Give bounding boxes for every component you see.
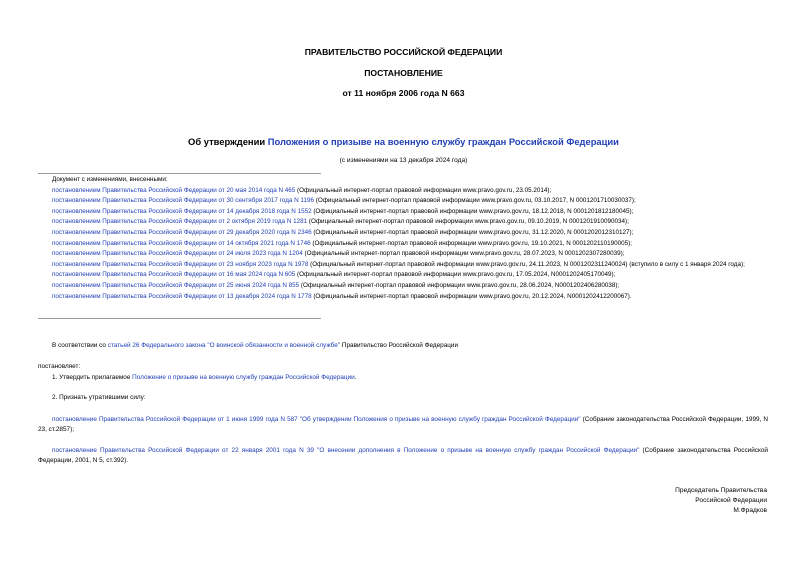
amendments-list [52,175,764,302]
title-prefix: Об утверждении [188,136,268,147]
amendments-heading: Документ с изменениями, внесенными: [52,176,168,183]
regulation-link[interactable]: Положение о призыве на военную службу граждан Российской Федерации [132,374,355,381]
repealed-link-1[interactable]: постановление Правительства Российской Федерации от 1 июня 1999 года N 587 "Об утверждении Положения о призыве на военную службу граждан Российской Федерации" [52,416,581,423]
amendment-item [52,270,764,281]
amendment-source: (Официальный интернет-портал правовой информации www.pravo.gov.ru, 18.12.2018, N 0001201812180045); [311,207,634,215]
repealed-item-1 [38,415,768,434]
preamble-suffix: Правительство Российской Федерации [340,342,459,349]
amendment-item [52,292,764,303]
revision-note: (с изменениями на 13 декабря 2024 года) [339,157,468,164]
amendment-link[interactable]: постановлением Правительства Российской Федерации от 20 мая 2014 года N 465 [52,186,296,194]
decision-word: постановляет: [38,363,81,370]
point-1-suffix: . [354,374,357,381]
document-type: ПОСТАНОВЛЕНИЕ [364,68,443,78]
repealed-source-1: (Собрание законодательства Российской Федерации, 1999, N 23, ст.2857); [38,416,769,433]
amendment-link[interactable]: постановлением Правительства Российской Федерации от 24 июля 2023 года N 1204 [52,250,303,258]
point-2: 2. Признать утратившими силу: [52,394,146,401]
issuing-authority: ПРАВИТЕЛЬСТВО РОССИЙСКОЙ ФЕДЕРАЦИИ [304,47,503,57]
amendment-link[interactable]: постановлением Правительства Российской Федерации от 29 декабря 2020 года N 2346 [52,228,312,236]
amendment-source: (Официальный интернет-портал правовой информации www.pravo.gov.ru, 23.05.2014); [295,186,552,194]
amendment-item [52,186,764,197]
amendment-item [52,196,764,207]
amendment-link[interactable]: постановлением Правительства Российской Федерации от 25 июня 2024 года N 855 [52,281,300,289]
point-1-prefix: 1. Утвердить прилагаемое [52,374,133,381]
divider-top [38,173,321,174]
amendment-source: (Официальный интернет-портал правовой информации www.pravo.gov.ru, 28.07.2023, N 0001202307280039); [302,250,625,258]
amendment-source: (Официальный интернет-портал правовой информации www.pravo.gov.ru, 03.10.2017, N 0001201710030037); [313,197,636,205]
amendment-item [52,239,764,250]
amendment-link[interactable]: постановлением Правительства Российской Федерации от 2 октября 2019 года N 1281 [52,218,308,226]
amendment-source: (Официальный интернет-портал правовой информации www.pravo.gov.ru, 24.11.2023, N 0001202311240024) (вступило в силу с 1 января 2024 года); [308,260,745,268]
amendment-link[interactable]: постановлением Правительства Российской Федерации от 14 октября 2021 года N 1746 [52,239,311,247]
amendment-link[interactable]: постановлением Правительства Российской Федерации от 30 сентября 2017 года N 1196 [52,197,314,205]
amendment-source: (Официальный интернет-портал правовой информации www.pravo.gov.ru, 19.10.2021, N 0001202110190005); [310,239,632,247]
repealed-source-2: (Собрание законодательства Российской Федерации, 2001, N 5, ст.392). [38,447,768,464]
amendment-source: (Официальный интернет-портал правовой информации www.pravo.gov.ru, 17.05.2024, N0001202405170049); [295,271,616,279]
signatory-position: Председатель Правительства [675,487,767,494]
point-1 [52,373,768,383]
signatory-name: М.Фрадков [733,507,767,515]
amendment-link[interactable]: постановлением Правительства Российской Федерации от 13 декабря 2024 года N 1778 [52,292,312,300]
document-title [0,136,807,147]
amendment-source: (Официальный интернет-портал правовой информации www.pravo.gov.ru, 31.12.2020, N 0001202012310127); [311,228,634,236]
preamble-prefix: В соответствии со [52,342,108,349]
amendment-item [52,228,764,239]
amendment-item [52,207,764,218]
signature-block [675,486,767,517]
preamble [52,341,768,351]
amendment-item [52,217,764,228]
title-regulation-link[interactable]: Положения о призыве на военную службу граждан Российской Федерации [267,136,619,147]
amendment-source: (Официальный интернет-портал правовой информации www.pravo.gov.ru, 20.12.2024, N0001202412200067). [311,292,632,300]
amendment-item [52,281,764,292]
document-date: от 11 ноября 2006 года N 663 [342,88,465,98]
amendment-item [52,249,764,260]
signatory-country: Российской Федерации [695,497,767,505]
amendment-link[interactable]: постановлением Правительства Российской Федерации от 14 декабря 2018 года N 1552 [52,207,312,215]
amendment-link[interactable]: постановлением Правительства Российской Федерации от 16 мая 2024 года N 605 [52,271,296,279]
amendment-source: (Официальный интернет-портал правовой информации www.pravo.gov.ru, 28.06.2024, N0001202406280038); [299,281,620,289]
amendment-source: (Официальный интернет-портал правовой информации www.pravo.gov.ru, 09.10.2019, N 0001201910090034); [307,218,629,226]
amendment-link[interactable]: постановлением Правительства Российской Федерации от 23 ноября 2023 года N 1978 [52,260,309,268]
federal-law-link[interactable]: статьей 26 Федерального закона "О воинской обязанности и военной службе" [107,342,341,349]
repealed-item-2 [38,446,768,465]
repealed-link-2[interactable]: постановление Правительства Российской Федерации от 22 января 2001 года N 39 "О внесении дополнения в Положение о призыве на военную службу граждан Российской Федерации" [52,447,640,454]
amendment-item [39,260,764,271]
divider-bottom [38,318,321,319]
